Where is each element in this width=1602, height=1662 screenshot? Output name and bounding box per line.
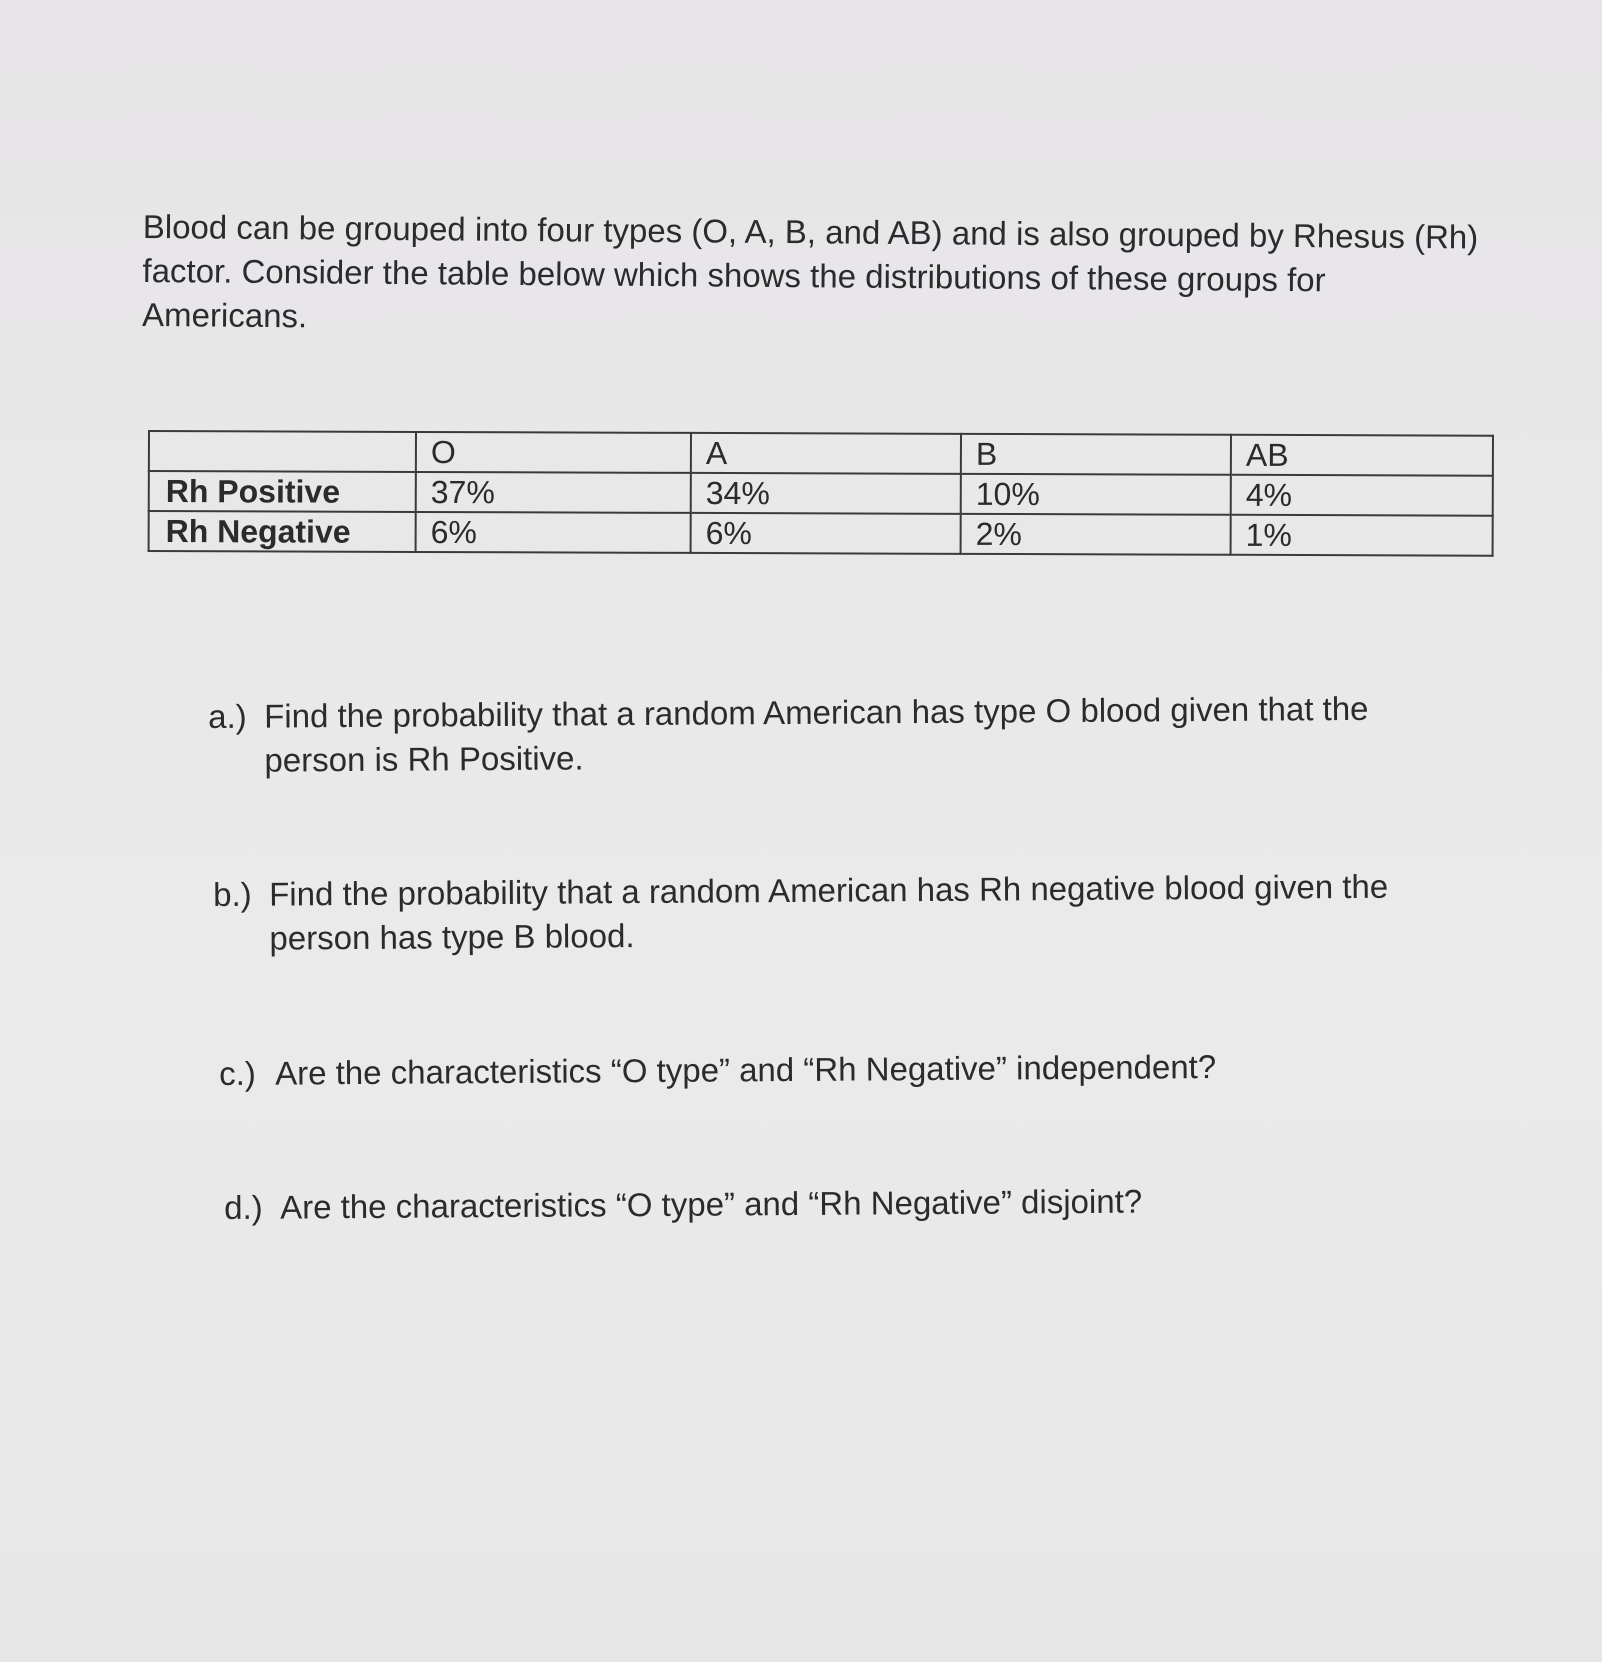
question-c-text: Are the characteristics “O type” and “Rh Negative” independent? bbox=[275, 1048, 1217, 1092]
question-b-label: b.) bbox=[213, 875, 252, 913]
question-d-label: d.) bbox=[224, 1188, 263, 1226]
table-row-rh-positive bbox=[149, 471, 1493, 516]
cell-rh-positive-a: 34% bbox=[691, 473, 961, 514]
cell-rh-negative-a: 6% bbox=[691, 513, 961, 554]
question-a bbox=[208, 686, 1459, 783]
table-row-rh-negative bbox=[149, 511, 1493, 556]
cell-rh-positive-o: 37% bbox=[416, 472, 691, 513]
header-cell-b: B bbox=[961, 434, 1231, 475]
row-label-rh-positive: Rh Positive bbox=[149, 471, 416, 512]
cell-rh-positive-b: 10% bbox=[961, 474, 1231, 515]
intro-paragraph: Blood can be grouped into four types (O, A, B, and AB) and is also grouped by Rhesus (Rh) factor. Consider the table below which shows the distributions of these groups for Americans. bbox=[141, 207, 1479, 335]
question-a-text: Find the probability that a random American has type O blood given that the person is Rh Positive. bbox=[264, 689, 1369, 779]
header-cell-a: A bbox=[691, 433, 961, 474]
question-c bbox=[219, 1043, 1469, 1096]
blood-type-table bbox=[148, 430, 1494, 557]
cell-rh-negative-ab: 1% bbox=[1231, 515, 1493, 556]
cell-rh-negative-o: 6% bbox=[416, 512, 691, 553]
cell-rh-positive-ab: 4% bbox=[1231, 475, 1493, 516]
header-cell-o: O bbox=[416, 432, 691, 473]
cell-rh-negative-b: 2% bbox=[961, 514, 1231, 555]
question-d bbox=[224, 1177, 1474, 1230]
question-d-text: Are the characteristics “O type” and “Rh Negative” disjoint? bbox=[280, 1182, 1143, 1226]
row-label-rh-negative: Rh Negative bbox=[149, 511, 416, 552]
header-cell-ab: AB bbox=[1231, 435, 1493, 476]
table-corner-cell bbox=[149, 431, 416, 472]
question-b bbox=[213, 864, 1464, 961]
table-header-row bbox=[149, 431, 1493, 476]
question-b-text: Find the probability that a random American has Rh negative blood given the person has type B blood. bbox=[269, 867, 1389, 957]
question-a-label: a.) bbox=[208, 697, 247, 735]
question-c-label: c.) bbox=[219, 1054, 256, 1092]
